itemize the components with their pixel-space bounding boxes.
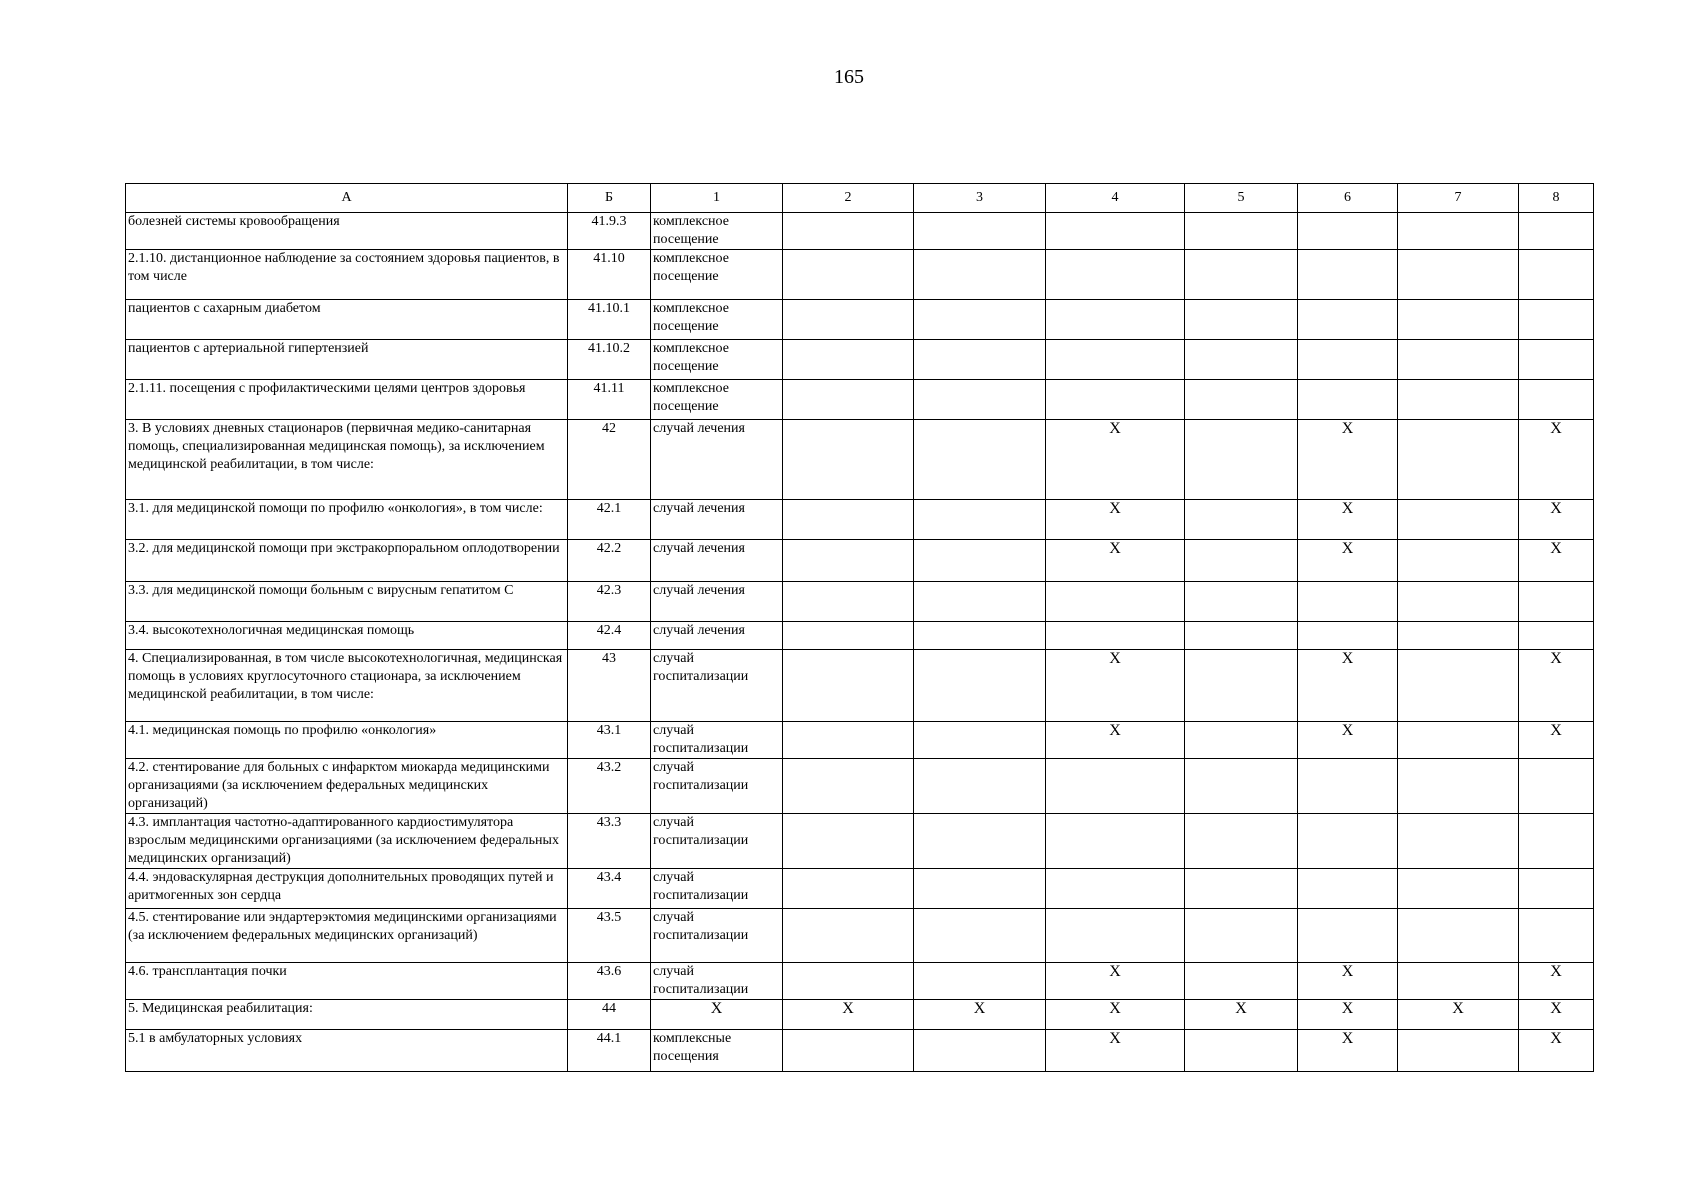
cell-col-5 (1185, 380, 1298, 420)
row-name: 4.4. эндоваскулярная деструкция дополнительных проводящих путей и аритмогенных зон сердца (126, 869, 568, 909)
cell-col-4 (1046, 380, 1185, 420)
cell-col-5 (1185, 869, 1298, 909)
cell-col-3 (914, 213, 1046, 250)
row-unit: случай лечения (651, 420, 783, 500)
cell-col-5 (1185, 420, 1298, 500)
cell-col-8: X (1519, 420, 1594, 500)
cell-col-2 (783, 622, 914, 650)
row-code: 42 (568, 420, 651, 500)
cell-col-5 (1185, 300, 1298, 340)
cell-col-3 (914, 909, 1046, 963)
column-header: 7 (1398, 184, 1519, 213)
cell-col-4 (1046, 213, 1185, 250)
cell-col-2 (783, 420, 914, 500)
column-header: 1 (651, 184, 783, 213)
row-code: 43.6 (568, 963, 651, 1000)
table-row (126, 250, 1594, 300)
cell-col-7 (1398, 722, 1519, 759)
cell-col-8 (1519, 622, 1594, 650)
cell-col-6 (1298, 869, 1398, 909)
cell-col-5 (1185, 213, 1298, 250)
cell-col-5 (1185, 622, 1298, 650)
row-name: 5.1 в амбулаторных условиях (126, 1030, 568, 1072)
column-header: 2 (783, 184, 914, 213)
row-unit: случай госпитализации (651, 814, 783, 869)
row-code: 41.10.1 (568, 300, 651, 340)
row-unit: случай госпитализации (651, 963, 783, 1000)
table-row (126, 650, 1594, 722)
cell-col-4 (1046, 869, 1185, 909)
cell-col-6: X (1298, 1030, 1398, 1072)
row-unit: комплексное посещение (651, 213, 783, 250)
row-unit: комплексное посещение (651, 380, 783, 420)
cell-col-5 (1185, 759, 1298, 814)
cell-col-3 (914, 650, 1046, 722)
cell-col-5 (1185, 909, 1298, 963)
table-body (126, 213, 1594, 1072)
row-code: 42.2 (568, 540, 651, 582)
row-name: 3.1. для медицинской помощи по профилю «онкология», в том числе: (126, 500, 568, 540)
table-row (126, 213, 1594, 250)
cell-col-3 (914, 420, 1046, 500)
table-row (126, 759, 1594, 814)
cell-col-4: X (1046, 420, 1185, 500)
cell-col-3 (914, 963, 1046, 1000)
cell-col-7 (1398, 650, 1519, 722)
cell-col-3 (914, 869, 1046, 909)
header-row (126, 184, 1594, 213)
cell-col-7 (1398, 963, 1519, 1000)
cell-col-5 (1185, 582, 1298, 622)
table-row (126, 909, 1594, 963)
cell-col-8 (1519, 814, 1594, 869)
cell-col-7 (1398, 540, 1519, 582)
column-header: 6 (1298, 184, 1398, 213)
row-code: 43.1 (568, 722, 651, 759)
row-name: пациентов с артериальной гипертензией (126, 340, 568, 380)
row-code: 44.1 (568, 1030, 651, 1072)
cell-col-8 (1519, 869, 1594, 909)
row-unit: случай госпитализации (651, 759, 783, 814)
cell-col-3 (914, 380, 1046, 420)
table-row (126, 540, 1594, 582)
column-header: А (126, 184, 568, 213)
cell-col-7 (1398, 869, 1519, 909)
cell-col-6: X (1298, 963, 1398, 1000)
cell-col-3 (914, 622, 1046, 650)
row-unit: случай лечения (651, 622, 783, 650)
cell-col-2 (783, 1030, 914, 1072)
cell-col-7: X (1398, 1000, 1519, 1030)
row-code: 43.3 (568, 814, 651, 869)
cell-col-5 (1185, 540, 1298, 582)
cell-col-4 (1046, 622, 1185, 650)
cell-col-6 (1298, 814, 1398, 869)
cell-col-6 (1298, 213, 1398, 250)
column-header: 8 (1519, 184, 1594, 213)
row-name: 4. Специализированная, в том числе высокотехнологичная, медицинская помощь в условиях круглосуточного стационара, за исключением медицинской реабилитации, в том числе: (126, 650, 568, 722)
table-row (126, 340, 1594, 380)
cell-col-6: X (1298, 540, 1398, 582)
cell-col-8 (1519, 213, 1594, 250)
table-row (126, 814, 1594, 869)
row-unit: случай госпитализации (651, 722, 783, 759)
cell-col-3 (914, 582, 1046, 622)
cell-col-5 (1185, 722, 1298, 759)
row-unit: случай лечения (651, 500, 783, 540)
row-name: 3. В условиях дневных стационаров (первичная медико-санитарная помощь, специализированная медицинская помощь), за исключением медицинской реабилитации, в том числе: (126, 420, 568, 500)
cell-col-2 (783, 759, 914, 814)
cell-col-8 (1519, 250, 1594, 300)
report-table (125, 183, 1594, 1072)
row-code: 43.5 (568, 909, 651, 963)
cell-col-7 (1398, 300, 1519, 340)
cell-col-3 (914, 759, 1046, 814)
row-code: 44 (568, 1000, 651, 1030)
cell-col-2 (783, 250, 914, 300)
row-name: 4.2. стентирование для больных с инфарктом миокарда медицинскими организациями (за исключением федеральных медицинских организаций) (126, 759, 568, 814)
row-name: 3.4. высокотехнологичная медицинская помощь (126, 622, 568, 650)
row-name: пациентов с сахарным диабетом (126, 300, 568, 340)
row-code: 41.10.2 (568, 340, 651, 380)
column-header: Б (568, 184, 651, 213)
cell-col-6: X (1298, 420, 1398, 500)
row-name: 3.3. для медицинской помощи больным с вирусным гепатитом С (126, 582, 568, 622)
cell-col-8 (1519, 340, 1594, 380)
row-code: 41.9.3 (568, 213, 651, 250)
row-code: 43 (568, 650, 651, 722)
cell-col-4 (1046, 814, 1185, 869)
cell-col-7 (1398, 213, 1519, 250)
row-unit: комплексное посещение (651, 300, 783, 340)
cell-col-2 (783, 650, 914, 722)
cell-col-2 (783, 814, 914, 869)
cell-col-3 (914, 814, 1046, 869)
row-unit: случай госпитализации (651, 650, 783, 722)
cell-col-8: X (1519, 540, 1594, 582)
table-row (126, 500, 1594, 540)
cell-col-2 (783, 500, 914, 540)
cell-col-2 (783, 540, 914, 582)
table-row (126, 722, 1594, 759)
cell-col-7 (1398, 380, 1519, 420)
row-code: 42.1 (568, 500, 651, 540)
row-code: 42.4 (568, 622, 651, 650)
row-code: 41.10 (568, 250, 651, 300)
cell-col-6 (1298, 250, 1398, 300)
cell-col-8: X (1519, 1000, 1594, 1030)
cell-col-3 (914, 1030, 1046, 1072)
row-name: 4.5. стентирование или эндартерэктомия медицинскими организациями (за исключением федеральных медицинских организаций) (126, 909, 568, 963)
cell-col-4 (1046, 909, 1185, 963)
cell-col-5 (1185, 814, 1298, 869)
table-row (126, 869, 1594, 909)
cell-col-7 (1398, 582, 1519, 622)
row-unit: комплексное посещение (651, 250, 783, 300)
cell-col-7 (1398, 250, 1519, 300)
cell-col-2: X (783, 1000, 914, 1030)
cell-col-8: X (1519, 650, 1594, 722)
cell-col-5 (1185, 963, 1298, 1000)
row-name: 4.6. трансплантация почки (126, 963, 568, 1000)
cell-col-6: X (1298, 722, 1398, 759)
cell-col-8 (1519, 300, 1594, 340)
table-row (126, 622, 1594, 650)
cell-col-4: X (1046, 650, 1185, 722)
row-unit: X (651, 1000, 783, 1030)
cell-col-3: X (914, 1000, 1046, 1030)
cell-col-8 (1519, 909, 1594, 963)
cell-col-5: X (1185, 1000, 1298, 1030)
table-row (126, 1030, 1594, 1072)
cell-col-5 (1185, 340, 1298, 380)
cell-col-5 (1185, 650, 1298, 722)
cell-col-2 (783, 213, 914, 250)
cell-col-4: X (1046, 540, 1185, 582)
cell-col-7 (1398, 909, 1519, 963)
cell-col-6 (1298, 340, 1398, 380)
cell-col-3 (914, 540, 1046, 582)
row-unit: комплексные посещения (651, 1030, 783, 1072)
row-name: 4.1. медицинская помощь по профилю «онкология» (126, 722, 568, 759)
cell-col-6 (1298, 582, 1398, 622)
cell-col-8: X (1519, 500, 1594, 540)
cell-col-8: X (1519, 722, 1594, 759)
row-unit: случай госпитализации (651, 869, 783, 909)
cell-col-4 (1046, 250, 1185, 300)
cell-col-2 (783, 380, 914, 420)
row-name: 2.1.10. дистанционное наблюдение за состоянием здоровья пациентов, в том числе (126, 250, 568, 300)
cell-col-2 (783, 340, 914, 380)
cell-col-2 (783, 909, 914, 963)
cell-col-2 (783, 963, 914, 1000)
row-name: 3.2. для медицинской помощи при экстракорпоральном оплодотворении (126, 540, 568, 582)
table-row (126, 300, 1594, 340)
cell-col-4: X (1046, 963, 1185, 1000)
cell-col-4 (1046, 300, 1185, 340)
cell-col-6: X (1298, 1000, 1398, 1030)
cell-col-7 (1398, 759, 1519, 814)
cell-col-4: X (1046, 1030, 1185, 1072)
cell-col-8 (1519, 759, 1594, 814)
table-row (126, 582, 1594, 622)
row-unit: случай госпитализации (651, 909, 783, 963)
row-code: 41.11 (568, 380, 651, 420)
table-row (126, 380, 1594, 420)
cell-col-3 (914, 722, 1046, 759)
cell-col-6 (1298, 380, 1398, 420)
cell-col-7 (1398, 420, 1519, 500)
cell-col-5 (1185, 1030, 1298, 1072)
row-name: 4.3. имплантация частотно-адаптированного кардиостимулятора взрослым медицинскими организациями (за исключением федеральных медицинских организаций) (126, 814, 568, 869)
cell-col-8 (1519, 380, 1594, 420)
cell-col-6 (1298, 622, 1398, 650)
cell-col-3 (914, 250, 1046, 300)
cell-col-7 (1398, 1030, 1519, 1072)
table-row (126, 420, 1594, 500)
cell-col-4 (1046, 340, 1185, 380)
cell-col-8: X (1519, 963, 1594, 1000)
cell-col-4: X (1046, 500, 1185, 540)
cell-col-7 (1398, 340, 1519, 380)
column-header: 4 (1046, 184, 1185, 213)
cell-col-2 (783, 869, 914, 909)
row-name: болезней системы кровообращения (126, 213, 568, 250)
row-unit: случай лечения (651, 582, 783, 622)
cell-col-4 (1046, 759, 1185, 814)
cell-col-2 (783, 722, 914, 759)
row-name: 2.1.11. посещения с профилактическими целями центров здоровья (126, 380, 568, 420)
cell-col-4: X (1046, 722, 1185, 759)
cell-col-4 (1046, 582, 1185, 622)
cell-col-5 (1185, 250, 1298, 300)
cell-col-6 (1298, 909, 1398, 963)
cell-col-7 (1398, 500, 1519, 540)
column-header: 3 (914, 184, 1046, 213)
cell-col-6: X (1298, 650, 1398, 722)
row-unit: случай лечения (651, 540, 783, 582)
cell-col-5 (1185, 500, 1298, 540)
page-number: 165 (834, 66, 864, 88)
column-header: 5 (1185, 184, 1298, 213)
cell-col-2 (783, 582, 914, 622)
cell-col-7 (1398, 622, 1519, 650)
cell-col-3 (914, 500, 1046, 540)
cell-col-6 (1298, 300, 1398, 340)
cell-col-8 (1519, 582, 1594, 622)
row-code: 43.4 (568, 869, 651, 909)
cell-col-8: X (1519, 1030, 1594, 1072)
row-code: 43.2 (568, 759, 651, 814)
cell-col-7 (1398, 814, 1519, 869)
row-code: 42.3 (568, 582, 651, 622)
table-row (126, 963, 1594, 1000)
cell-col-6 (1298, 759, 1398, 814)
cell-col-3 (914, 340, 1046, 380)
cell-col-6: X (1298, 500, 1398, 540)
cell-col-4: X (1046, 1000, 1185, 1030)
cell-col-3 (914, 300, 1046, 340)
row-name: 5. Медицинская реабилитация: (126, 1000, 568, 1030)
cell-col-2 (783, 300, 914, 340)
table-row (126, 1000, 1594, 1030)
row-unit: комплексное посещение (651, 340, 783, 380)
